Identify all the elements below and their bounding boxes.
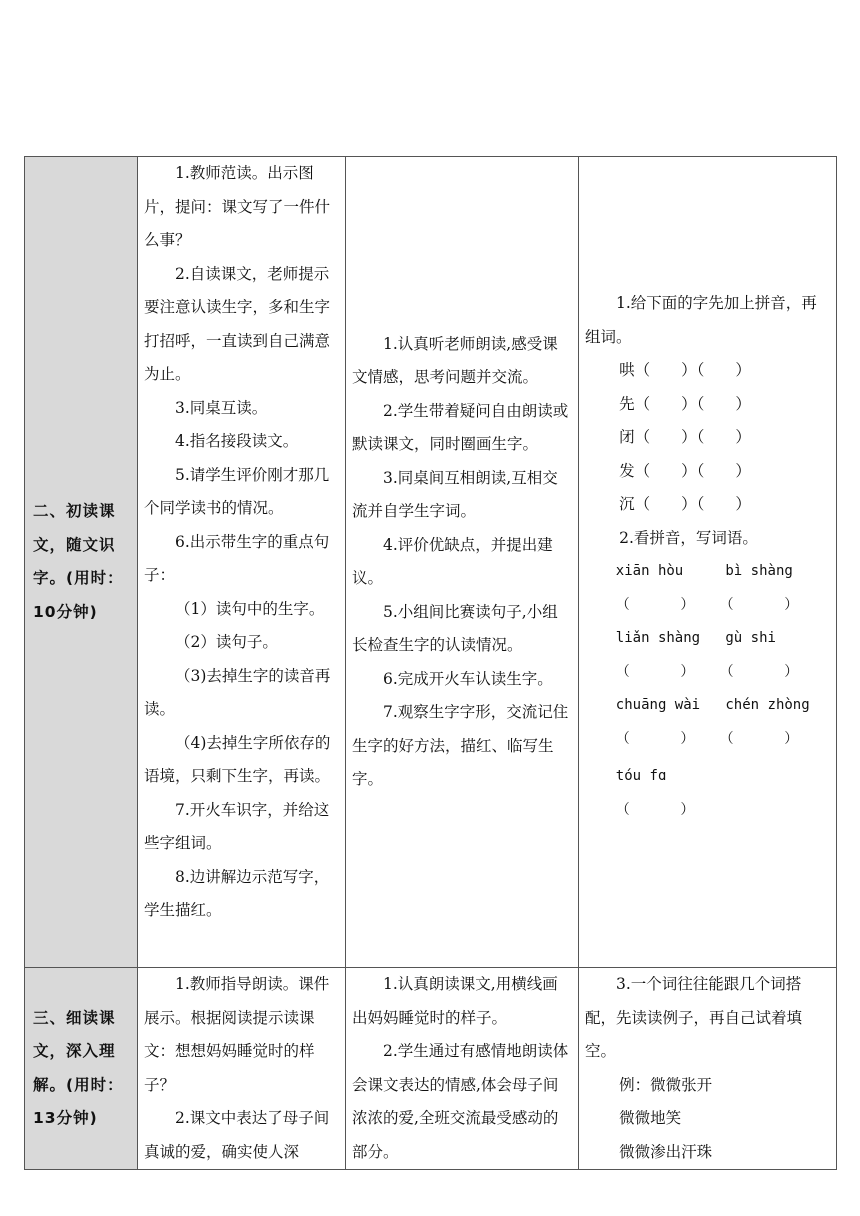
student-step: 2.学生通过有感情地朗读体会课文表达的情感,体会母子间浓浓的爱,全班交流最受感动的部分。 bbox=[352, 1042, 569, 1161]
exercise-item: 微微地笑 bbox=[619, 1109, 682, 1127]
teacher-step: 7.开火车识字，并给这些字组词。 bbox=[144, 800, 330, 852]
teacher-substep: （2）读句子。 bbox=[175, 633, 278, 651]
pinyin-line: liǎn shàng gù shi bbox=[615, 630, 776, 646]
exercise-example: 例：微微张开 bbox=[619, 1075, 713, 1094]
answer-blank-line: （ ） （ ） bbox=[615, 663, 799, 680]
pinyin-line: xiān hòu bì shàng bbox=[615, 563, 793, 579]
exercise-cell bbox=[579, 157, 837, 968]
student-step: 5.小组间比赛读句子,小组长检查生字的认读情况。 bbox=[352, 602, 558, 654]
answer-blank-line: （ ） （ ） bbox=[615, 596, 799, 613]
student-activity-cell bbox=[346, 157, 579, 968]
student-step: 7.观察生字字形，交流记住生字的好方法，描红、临写生字。 bbox=[352, 703, 569, 788]
lesson-plan-table bbox=[24, 156, 837, 1170]
table-row bbox=[25, 968, 837, 1170]
teacher-step: 6.出示带生字的重点句子： bbox=[144, 532, 330, 584]
student-step: 6.完成开火车认读生字。 bbox=[383, 669, 553, 688]
table-row bbox=[25, 157, 837, 968]
pinyin-line: chuāng wài chén zhòng bbox=[615, 697, 810, 713]
student-step: 3.同桌间互相朗读,互相交流并自学生字词。 bbox=[352, 468, 558, 520]
exercise-item: 闭（ ）（ ） bbox=[619, 428, 751, 446]
teacher-step: 5.请学生评价刚才那几个同学读书的情况。 bbox=[144, 465, 330, 517]
pinyin-line: tóu fɑ bbox=[615, 768, 667, 784]
student-step: 1.认真朗读课文,用横线画出妈妈睡觉时的样子。 bbox=[352, 975, 558, 1027]
student-activity-cell bbox=[346, 968, 579, 1170]
teacher-substep: （4)去掉生字所依存的语境，只剩下生字，再读。 bbox=[144, 733, 331, 785]
exercise-item: 微微渗出汗珠 bbox=[619, 1142, 713, 1161]
teacher-substep: （3)去掉生字的读音再读。 bbox=[144, 666, 331, 718]
teacher-activity-cell bbox=[138, 968, 346, 1170]
answer-blank-line: （ ） （ ） bbox=[615, 730, 799, 747]
exercise-item: 沉（ ）（ ） bbox=[619, 495, 751, 513]
exercise-item: 哄（ ）（ ） bbox=[619, 361, 751, 379]
answer-blank-line: （ ） bbox=[615, 801, 695, 818]
teacher-step: 2.课文中表达了母子间真诚的爱，确实使人深 bbox=[144, 1109, 330, 1161]
teacher-activity-cell bbox=[138, 157, 346, 968]
exercise-question: 1.给下面的字先加上拼音，再组词。 bbox=[585, 294, 817, 346]
teacher-step: 1.教师指导朗读。课件展示。根据阅读提示读课文：想想妈妈睡觉时的样子？ bbox=[144, 975, 330, 1094]
teacher-step: 3.同桌互读。 bbox=[175, 398, 268, 417]
exercise-question: 2.看拼音，写词语。 bbox=[619, 528, 758, 547]
exercise-question: 3.一个词往往能跟几个词搭配，先读读例子，再自己试着填空。 bbox=[585, 975, 803, 1060]
teacher-substep: （1）读句中的生字。 bbox=[175, 599, 325, 618]
exercise-item: 先（ ）（ ） bbox=[619, 394, 751, 413]
stage-cell: 二、初读课文，随文识字。(用时：10分钟) bbox=[25, 157, 138, 968]
teacher-step: 8.边讲解边示范写字，学生描红。 bbox=[144, 867, 330, 919]
exercise-item: 发（ ）（ ） bbox=[619, 461, 751, 480]
student-step: 2.学生带着疑问自由朗读或默读课文，同时圈画生字。 bbox=[352, 401, 569, 453]
student-step: 1.认真听老师朗读,感受课文情感，思考问题并交流。 bbox=[352, 334, 558, 386]
student-step: 4.评价优缺点，并提出建议。 bbox=[352, 535, 553, 587]
exercise-cell bbox=[579, 968, 837, 1170]
teacher-step: 2.自读课文，老师提示要注意认读生字，多和生字打招呼，一直读到自己满意为止。 bbox=[144, 264, 331, 383]
stage-cell: 三、细读课文，深入理解。(用时：13分钟) bbox=[25, 968, 138, 1170]
teacher-step: 1.教师范读。出示图片，提问：课文写了一件什么事？ bbox=[144, 164, 331, 249]
teacher-step: 4.指名接段读文。 bbox=[175, 432, 299, 450]
